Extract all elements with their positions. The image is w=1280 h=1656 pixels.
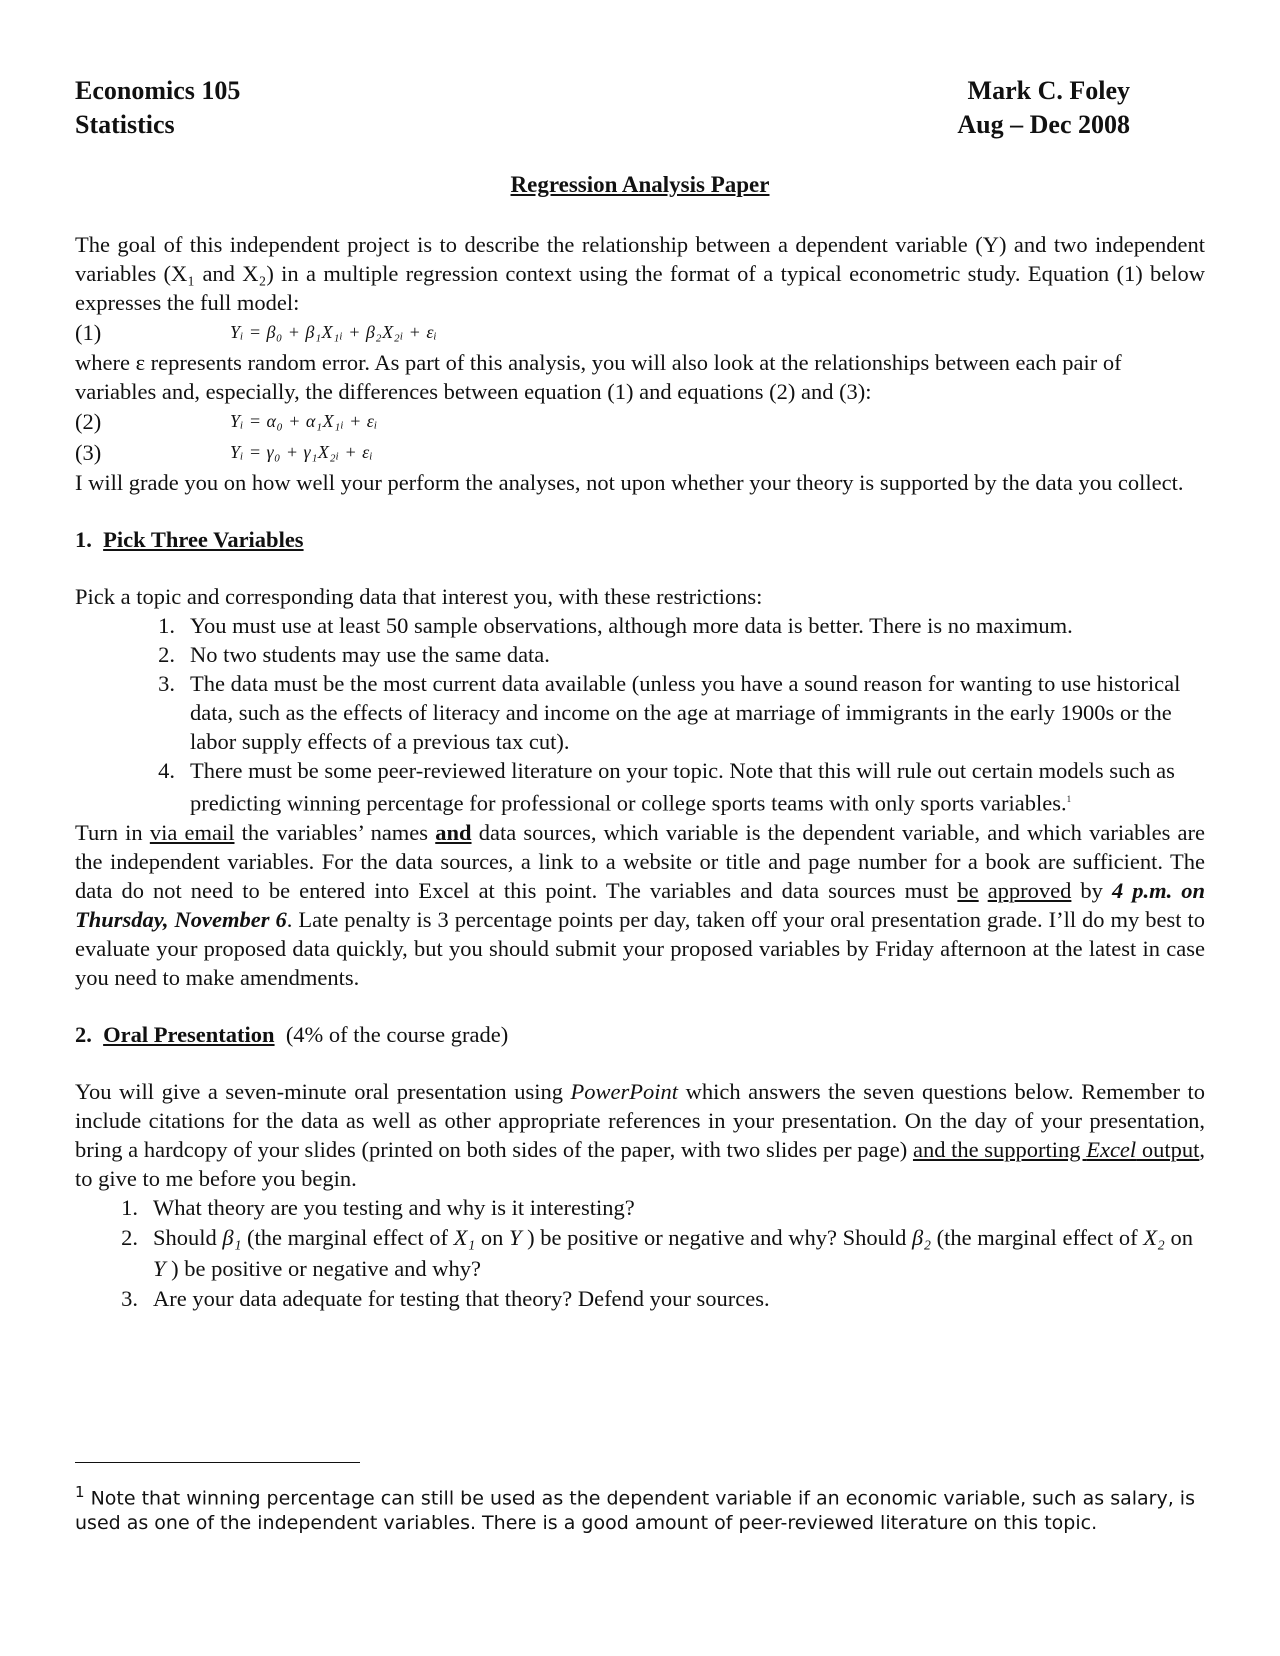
course-subject: Statistics bbox=[75, 110, 175, 139]
list-item: 1. You must use at least 50 sample observations, although more data is better. There is no maximum. bbox=[158, 613, 1073, 638]
document-title: Regression Analysis Paper bbox=[510, 172, 770, 197]
section-1-lead: Pick a topic and corresponding data that interest you, with these restrictions: bbox=[75, 584, 763, 609]
list-item: 3. Are your data adequate for testing that theory? Defend your sources. bbox=[121, 1285, 770, 1311]
document-body bbox=[75, 230, 1205, 1313]
intro-paragraph-3: I will grade you on how well your perform the analyses, not upon whether your theory is supported by the data you collect. bbox=[75, 470, 1184, 495]
intro-paragraph-2: where ε represents random error. As part of this analysis, you will also look at the relationships between each pair of variables and, especially, the differences between equation (1) and equations (2) and (3): bbox=[75, 350, 1122, 404]
equation-number: (3) bbox=[75, 440, 102, 465]
list-item: 1. What theory are you testing and why is it interesting? bbox=[121, 1194, 635, 1220]
section-weight: (4% of the course grade) bbox=[285, 1021, 509, 1047]
section-number: 2. bbox=[75, 1021, 92, 1047]
footnote-text: Note that winning percentage can still be used as the dependent variable if an economic variable, such as salary, is used as one of the independent variables. There is a good amount of peer-reviewed literature on this topic. bbox=[75, 1487, 1195, 1535]
footnote bbox=[75, 1480, 1215, 1536]
section-number: 1. bbox=[75, 527, 92, 552]
list-item: 4. There must be some peer-reviewed literature on your topic. Note that this will rule out certain models such as predicting winning percentage for professional or college sports teams with only sports variables.$^1$ bbox=[158, 758, 1175, 816]
equation-formula: Yᵢ = γ₀ + γ₁X₂ᵢ + εᵢ bbox=[230, 442, 374, 462]
equation-formula: Yᵢ = β₀ + β₁X₁ᵢ + β₂X₂ᵢ + εᵢ bbox=[230, 322, 438, 342]
turn-in-paragraph: Turn in via email the variables’ names and data sources, which variable is the dependent variable, and which variables are the independent variables. For the data sources, a link to a website or title and page number for a book are sufficient. The data do not need to be entered into Excel at this point. The variables and data sources must be approved by 4 p.m. on Thursday, November 6. Late penalty is 3 percentage points per day, taken off your oral presentation grade. I’ll do my best to evaluate your proposed data quickly, but you should submit your proposed variables by Friday afternoon at the latest in case you need to make amendments. bbox=[75, 819, 1206, 990]
equation-1 bbox=[75, 317, 1205, 348]
section-2-heading bbox=[75, 1020, 1205, 1049]
course-term: Aug – Dec 2008 bbox=[957, 110, 1130, 139]
footnote-reference[interactable]: 1 bbox=[1066, 794, 1072, 804]
equation-number: (1) bbox=[75, 320, 102, 345]
footnote-number: 1 bbox=[75, 1483, 85, 1501]
instructor-name: Mark C. Foley bbox=[967, 76, 1130, 105]
deadline-text: 4 p.m. on Thursday, November 6 bbox=[75, 877, 1206, 932]
list-item: 3. The data must be the most current data available (unless you have a sound reason for wanting to use historical data, such as the effects of literacy and income on the age at marriage of immigrants in the early 1900s or the labor supply effects of a previous tax cut). bbox=[158, 671, 1181, 754]
list-item: 2. Should β₁ (the marginal effect of X₁ on Y ) be positive or negative and why? Should β₂ (the marginal effect of X₂ on Y ) be positive or negative and why? bbox=[121, 1224, 1193, 1281]
restrictions-list bbox=[75, 611, 1205, 818]
questions-list bbox=[75, 1193, 1205, 1313]
section-1-heading bbox=[75, 525, 1205, 554]
equation-number: (2) bbox=[75, 409, 102, 434]
list-item: 2. No two students may use the same data. bbox=[158, 642, 550, 667]
equation-2 bbox=[75, 406, 1205, 437]
equation-3 bbox=[75, 437, 1205, 468]
section-title: Oral Presentation bbox=[103, 1021, 275, 1047]
course-name: Economics 105 bbox=[75, 76, 241, 105]
header-left bbox=[75, 74, 240, 142]
intro-paragraph: The goal of this independent project is to describe the relationship between a dependent variable (Y) and two independent variables (X₁ and X₂) in a multiple regression context using the format of a typical econometric study. Equation (1) below expresses the full model: bbox=[75, 232, 1205, 315]
footnote-separator bbox=[75, 1462, 360, 1463]
section-2-paragraph: You will give a seven-minute oral presentation using PowerPoint which answers the seven questions below. Remember to include citations for the data as well as other appropriate references in your presentation. On the day of your presentation, bring a hardcopy of your slides (printed on both sides of the paper, with two slides per page) and the supporting Excel output, to give to me before you begin. bbox=[75, 1078, 1205, 1191]
equation-formula: Yᵢ = α₀ + α₁X₁ᵢ + εᵢ bbox=[230, 411, 378, 431]
header-right bbox=[957, 74, 1130, 142]
section-title: Pick Three Variables bbox=[103, 527, 304, 552]
via-email-text: via email bbox=[149, 819, 235, 845]
